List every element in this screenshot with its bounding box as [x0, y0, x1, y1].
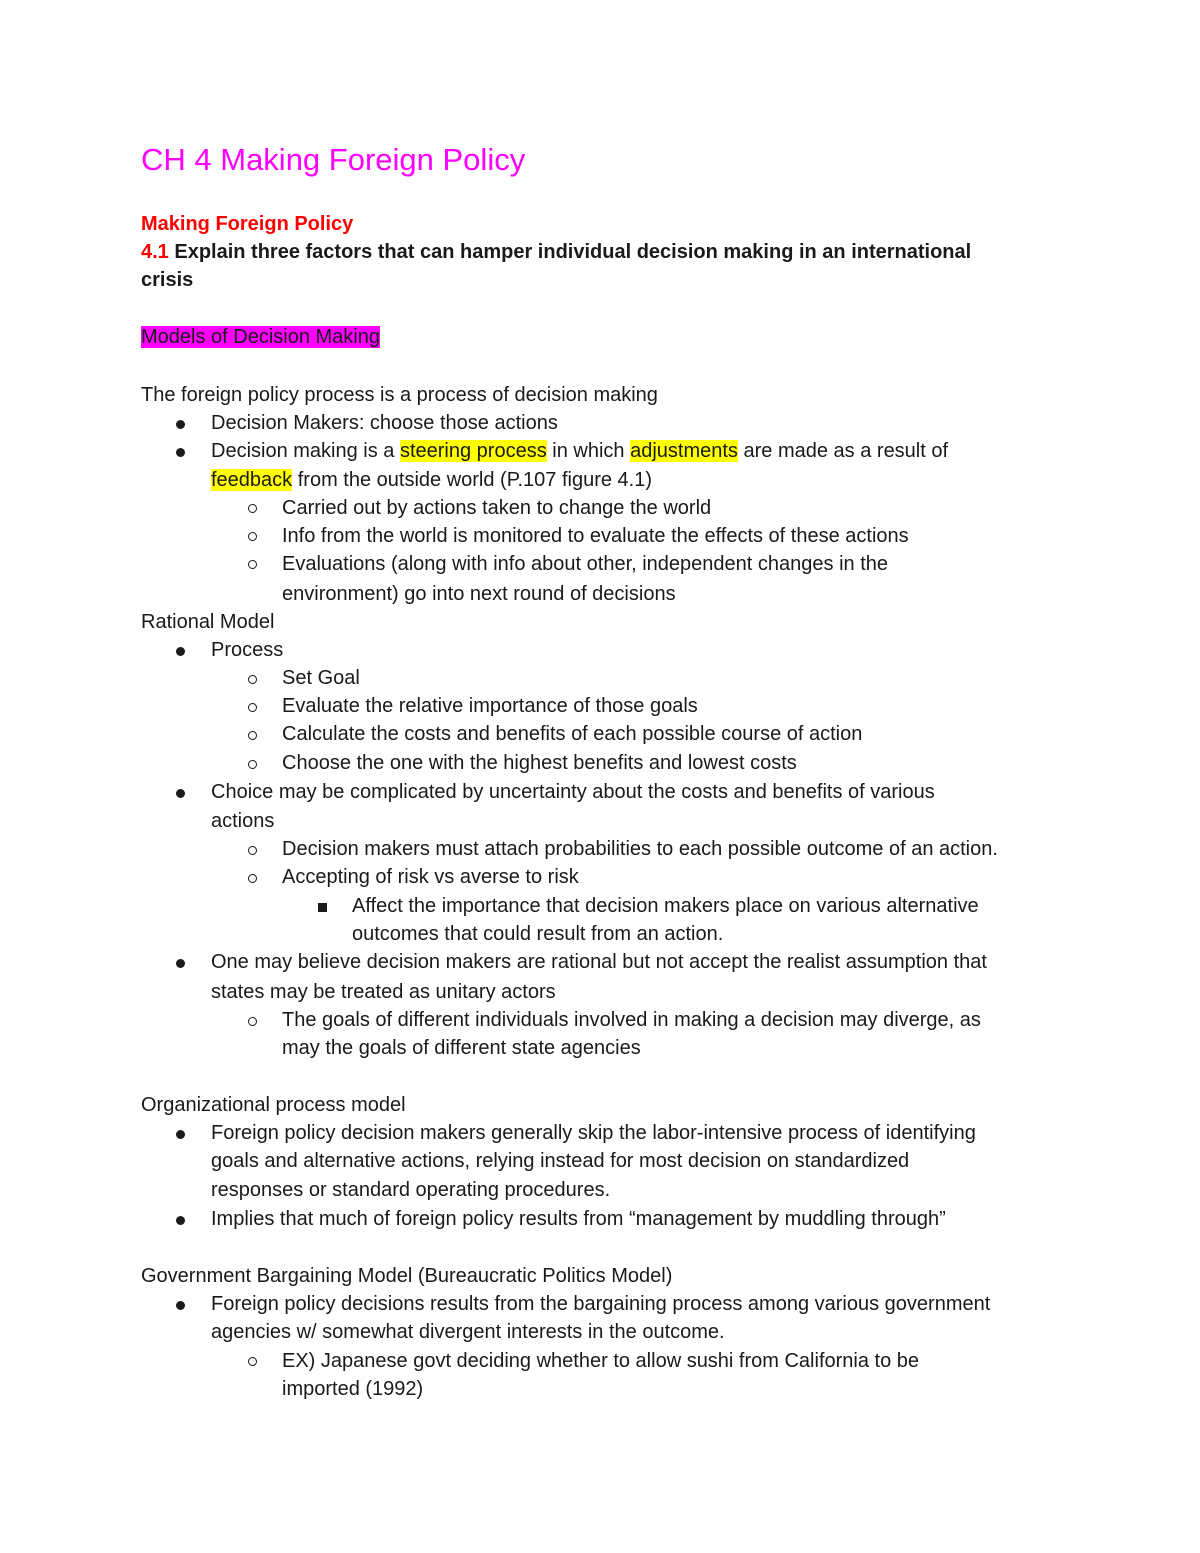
rational-heading: Rational Model [141, 611, 275, 633]
intro-text: The foreign policy process is a process of decision making [141, 384, 658, 406]
highlight-steering-process: steering process [399, 440, 547, 462]
list-item-cont [211, 466, 652, 494]
sub-list-item: Decision makers must attach probabilities to each possible outcome of an action. [282, 838, 998, 860]
list-item: Decision Makers: choose those actions [211, 412, 558, 434]
bullet-icon [176, 959, 185, 968]
sub-list-item-cont: environment) go into next round of decisions [282, 583, 676, 605]
section-subtitle: Making Foreign Policy [141, 213, 354, 235]
sub-list-item-cont: may the goals of different state agencies [282, 1037, 641, 1059]
text-run: Decision making is a [211, 440, 400, 462]
sub-sub-list-item-cont: outcomes that could result from an action. [352, 923, 724, 945]
sub-bullet-icon [248, 1017, 257, 1026]
sub-list-item: Accepting of risk vs averse to risk [282, 866, 579, 888]
bullet-icon [176, 448, 185, 457]
list-item: Process [211, 639, 284, 661]
learning-objective-cont: crisis [141, 269, 194, 291]
gov-heading: Government Bargaining Model (Bureaucratic Politics Model) [141, 1265, 673, 1287]
org-heading: Organizational process model [141, 1094, 406, 1116]
sub-list-item: Choose the one with the highest benefits and lowest costs [282, 752, 797, 774]
list-item-cont: states may be treated as unitary actors [211, 981, 556, 1003]
sub-list-item-cont: imported (1992) [282, 1378, 424, 1400]
sub-bullet-icon [248, 760, 257, 769]
sub-bullet-icon [248, 703, 257, 712]
highlight-adjustments: adjustments [630, 440, 738, 462]
models-heading [141, 323, 380, 351]
sub-list-item: Info from the world is monitored to evaluate the effects of these actions [282, 525, 909, 547]
list-item [211, 437, 948, 465]
bullet-icon [176, 1216, 185, 1225]
square-bullet-icon [318, 903, 327, 912]
sub-bullet-icon [248, 731, 257, 740]
text-run: from the outside world (P.107 figure 4.1) [292, 469, 652, 491]
page-title: CH 4 Making Foreign Policy [141, 142, 526, 177]
sub-list-item: Evaluate the relative importance of those goals [282, 695, 698, 717]
list-item-cont: agencies w/ somewhat divergent interests in the outcome. [211, 1321, 725, 1343]
bullet-icon [176, 647, 185, 656]
learning-objective [141, 238, 971, 266]
sub-list-item: Evaluations (along with info about other, independent changes in the [282, 553, 888, 575]
list-item: Choice may be complicated by uncertainty about the costs and benefits of various [211, 781, 935, 803]
list-item-cont: responses or standard operating procedures. [211, 1179, 611, 1201]
list-item: Implies that much of foreign policy results from “management by muddling through” [211, 1208, 946, 1230]
list-item-cont: goals and alternative actions, relying instead for most decision on standardized [211, 1150, 910, 1172]
sub-bullet-icon [248, 1357, 257, 1366]
bullet-icon [176, 1130, 185, 1139]
objective-text: Explain three factors that can hamper individual decision making in an international [168, 241, 972, 263]
sub-bullet-icon [248, 560, 257, 569]
sub-bullet-icon [248, 675, 257, 684]
list-item: One may believe decision makers are rational but not accept the realist assumption that [211, 951, 987, 973]
sub-list-item: Carried out by actions taken to change the world [282, 497, 712, 519]
sub-bullet-icon [248, 874, 257, 883]
sub-bullet-icon [248, 846, 257, 855]
list-item: Foreign policy decisions results from the bargaining process among various government [211, 1293, 991, 1315]
sub-sub-list-item: Affect the importance that decision makers place on various alternative [352, 895, 979, 917]
text-run: in which [546, 440, 631, 462]
highlight-pink: Models of Decision Making [141, 326, 380, 348]
highlight-feedback: feedback [211, 469, 293, 491]
objective-number: 4.1 [141, 241, 169, 263]
bullet-icon [176, 789, 185, 798]
sub-list-item: The goals of different individuals involved in making a decision may diverge, as [282, 1009, 981, 1031]
list-item: Foreign policy decision makers generally skip the labor-intensive process of identifying [211, 1122, 976, 1144]
sub-bullet-icon [248, 532, 257, 541]
sub-list-item: Calculate the costs and benefits of each possible course of action [282, 723, 863, 745]
list-item-cont: actions [211, 810, 275, 832]
bullet-icon [176, 1301, 185, 1310]
sub-bullet-icon [248, 504, 257, 513]
sub-list-item: Set Goal [282, 667, 360, 689]
text-run: are made as a result of [737, 440, 949, 462]
bullet-icon [176, 420, 185, 429]
sub-list-item: EX) Japanese govt deciding whether to allow sushi from California to be [282, 1350, 920, 1372]
